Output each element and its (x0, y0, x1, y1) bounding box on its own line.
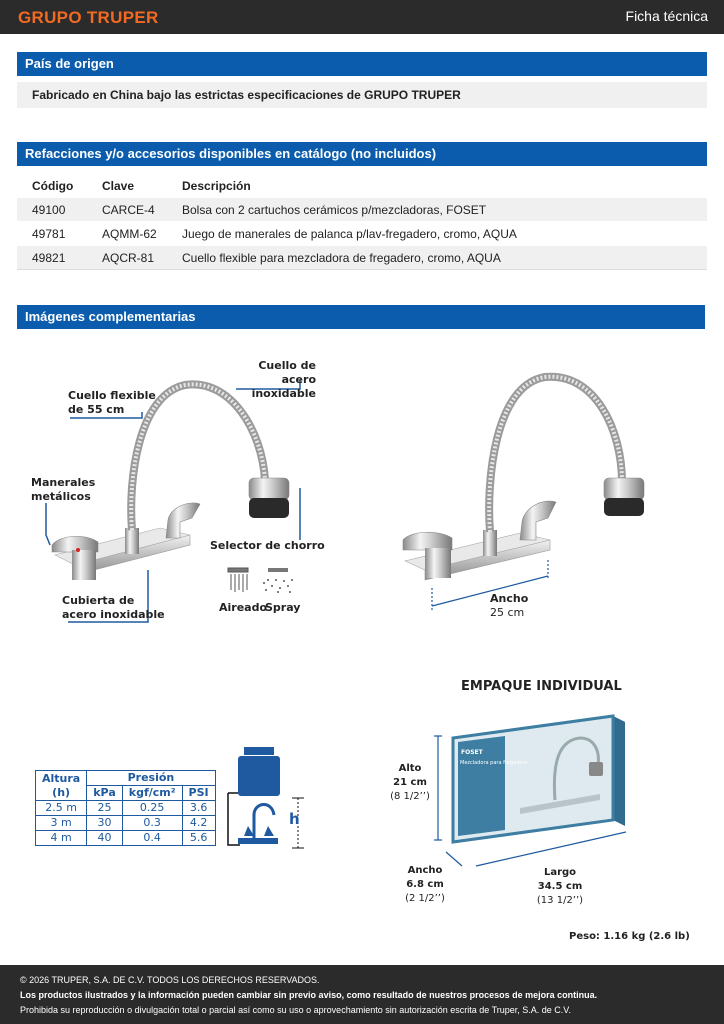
cell-description: Cuello flexible para mezcladora de fregadero, cromo, AQUA (182, 246, 707, 270)
footer-prohibition: Prohibida su reproducción o divulgación total o parcial así como su uso o aprovechamiento sin autorización escrita de Truper, S.A. de C.V. (20, 1005, 571, 1015)
footer-notice: Los productos ilustrados y la información pueden cambiar sin previo aviso, como resultado de nuestros procesos de mejora continua. (20, 990, 598, 1000)
column-header-key: Clave (102, 178, 135, 193)
pressure-table (35, 770, 216, 846)
package-box-illustration (453, 716, 625, 842)
origin-text: Fabricado en China bajo las estrictas especificaciones de GRUPO TRUPER (17, 82, 707, 108)
column-header-kgf: kgf/cm² (122, 786, 182, 801)
cell-code: 49781 (17, 222, 102, 246)
cell-psi: 5.6 (182, 831, 215, 846)
label-line: acero inoxidable (62, 608, 165, 621)
cell-kpa: 25 (87, 801, 123, 816)
label-steel-cover (62, 594, 165, 622)
column-header-description: Descripción (182, 178, 251, 193)
section-title-parts: Refacciones y/o accesorios disponibles en catálogo (no incluidos) (17, 142, 707, 166)
cell-description: Bolsa con 2 cartuchos cerámicos p/mezcladoras, FOSET (182, 198, 707, 222)
label-line: acero inoxidable (251, 373, 316, 400)
label-box-height (388, 762, 432, 804)
label-line: Largo (543, 867, 577, 878)
label-line: Cuello de (258, 359, 316, 372)
label-metal-handles (31, 476, 95, 504)
cell-key: CARCE-4 (102, 198, 182, 222)
label-spray-selector: Selector de chorro (210, 539, 325, 552)
label-line: Manerales (31, 476, 96, 489)
footer-copyright: © 2026 TRUPER, S.A. DE C.V. TODOS LOS DERECHOS RESERVADOS. (20, 975, 320, 985)
packaging-title: EMPAQUE INDIVIDUAL (461, 679, 622, 694)
package-weight (569, 930, 690, 944)
label-line: Ancho (407, 865, 443, 876)
section-title-images: Imágenes complementarias (17, 305, 705, 329)
box-brand-label: FOSET (461, 749, 483, 756)
label-line: 6.8 cm (406, 879, 444, 890)
label-spray: Spray (265, 601, 301, 614)
label-line: Cubierta de (62, 594, 135, 607)
footer (0, 965, 724, 1024)
height-h-label: h (289, 810, 300, 828)
cell-kgf: 0.25 (122, 801, 182, 816)
label-line: de 55 cm (68, 403, 125, 416)
label-line: 21 cm (393, 777, 427, 788)
label-steel-neck (236, 359, 316, 401)
label-line: Alto (398, 763, 422, 774)
section-title-origin: País de origen (17, 52, 707, 76)
table-row (36, 816, 216, 831)
label-line: Ancho (490, 592, 529, 605)
table-row (36, 801, 216, 816)
cell-height: 2.5 m (36, 801, 87, 816)
cell-kgf: 0.3 (122, 816, 182, 831)
header-line: Altura (42, 771, 81, 785)
label-box-width (403, 864, 447, 906)
water-tank-height-diagram (228, 747, 304, 848)
column-header-height (36, 771, 87, 801)
cell-kgf: 0.4 (122, 831, 182, 846)
box-product-label: Mezcladora para fregadero (460, 760, 528, 766)
cell-kpa: 30 (87, 816, 123, 831)
table-row (36, 831, 216, 846)
spray-stream-icon (263, 568, 293, 593)
cell-psi: 4.2 (182, 816, 215, 831)
header-line: (h) (52, 785, 71, 799)
label-faucet-width (490, 592, 528, 620)
column-header-code: Código (32, 178, 74, 193)
table-header-row (36, 771, 216, 786)
label-line: 34.5 cm (537, 881, 583, 892)
aerated-stream-icon (228, 568, 248, 592)
column-header-pressure: Presión (87, 771, 215, 786)
label-line: (13 1/2’’) (536, 895, 584, 906)
cell-psi: 3.6 (182, 801, 215, 816)
cell-height: 3 m (36, 816, 87, 831)
label-line: 25 cm (490, 606, 525, 619)
cell-kpa: 40 (87, 831, 123, 846)
label-aerated: Aireado (219, 601, 268, 614)
column-header-kpa: kPa (87, 786, 123, 801)
cell-description: Juego de manerales de palanca p/lav-fregadero, cromo, AQUA (182, 222, 707, 246)
label-line: (8 1/2’’) (390, 791, 430, 802)
cell-code: 49821 (17, 246, 102, 270)
cell-key: AQMM-62 (102, 222, 182, 246)
document-type: Ficha técnica (625, 8, 708, 24)
label-box-length (536, 866, 584, 908)
cell-height: 4 m (36, 831, 87, 846)
column-header-psi: PSI (182, 786, 215, 801)
weight-text: Peso: 1.16 kg (2.6 lb) (569, 931, 690, 942)
cell-code: 49100 (17, 198, 102, 222)
label-line: metálicos (31, 490, 91, 503)
label-flexible-neck (68, 389, 156, 417)
cell-key: AQCR-81 (102, 246, 182, 270)
brand-logo: GRUPO TRUPER (18, 8, 159, 27)
label-line: Cuello flexible (68, 389, 156, 402)
faucet-illustration-dimension (403, 377, 644, 580)
label-line: (2 1/2’’) (405, 893, 445, 904)
